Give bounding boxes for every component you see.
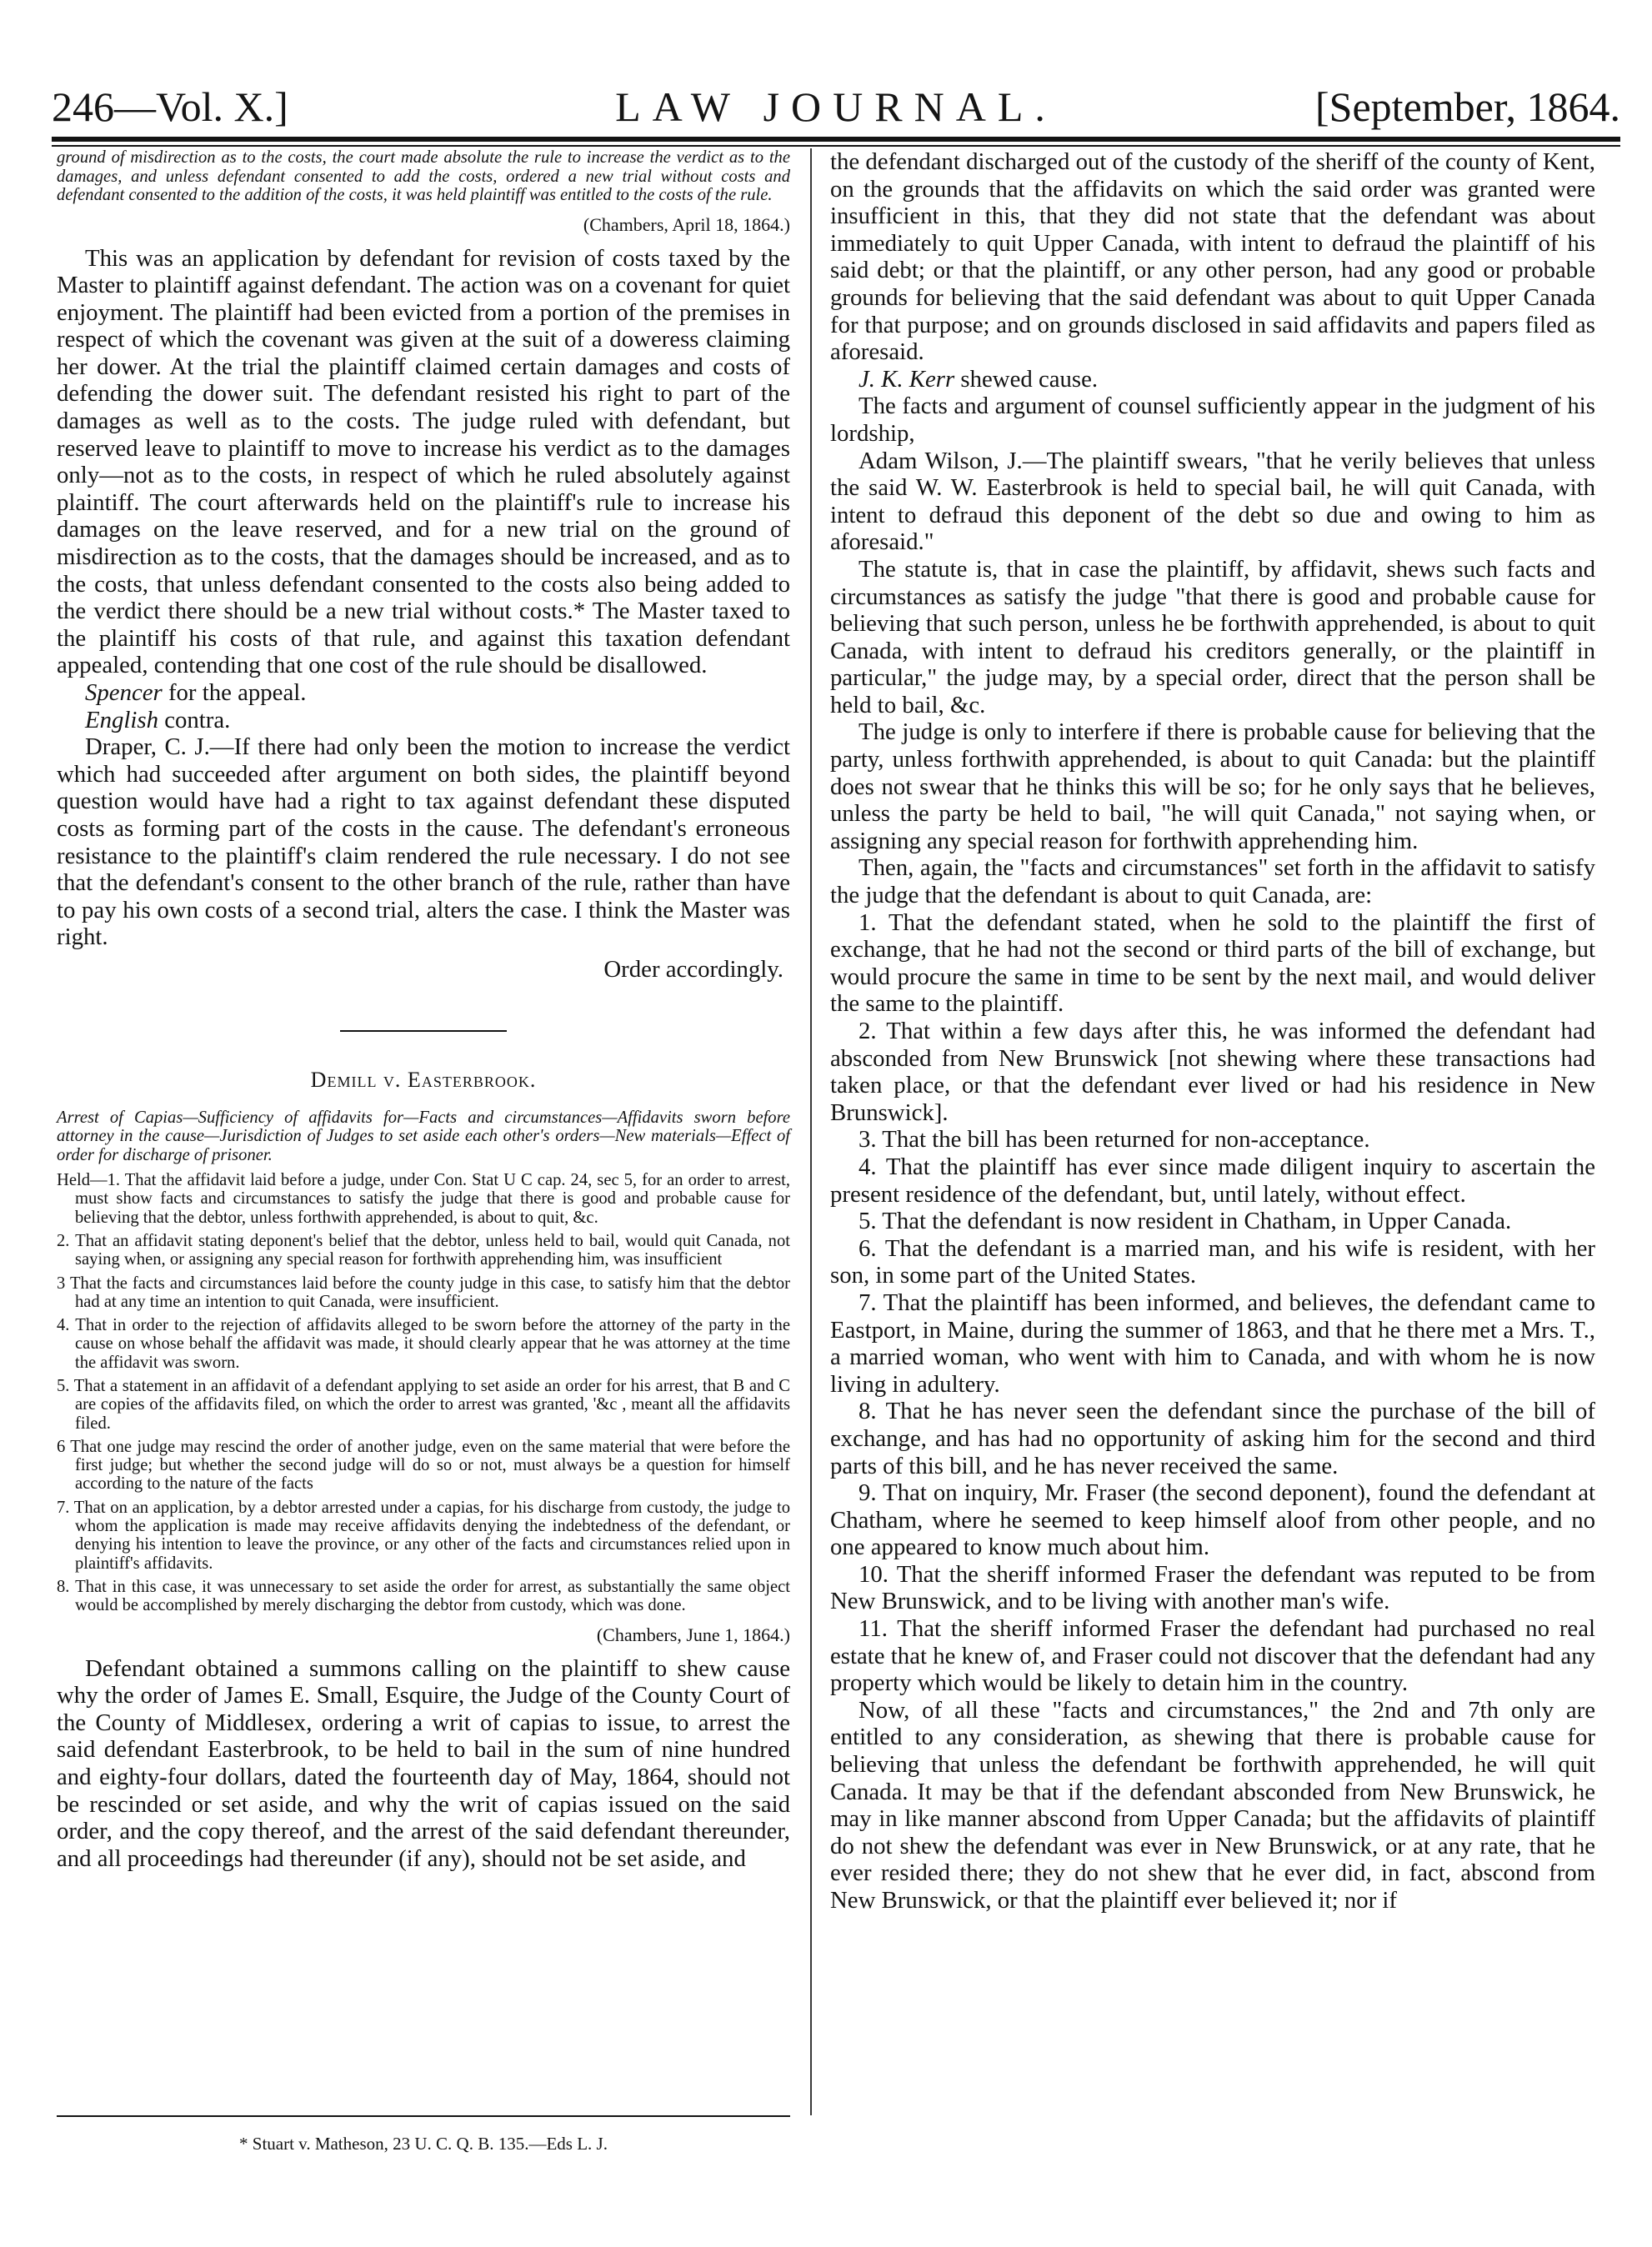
fact-item: 4. That the plaintiff has ever since made diligent inquiry to ascertain the present residence of the defendant, but, until lately, without effect. (830, 1153, 1595, 1208)
order-line: Order accordingly. (603, 955, 783, 983)
counsel-cause (830, 366, 1595, 393)
summons-continuation: the defendant discharged out of the custody of the sheriff of the county of Kent, on the grounds that the affidavits on which the said order was granted were insufficient in this, that they did not state that the defendant was about immediately to quit Upper Canada, with intent to defraud the plaintiff of his said debt; or that the plaintiff, or any other person, had any good or probable grounds for believing that the said defendant was about to quit Upper Canada for that purpose; and on grounds disclosed in said affidavits and papers filed as aforesaid. (830, 148, 1595, 366)
fact-item: 8. That he has never seen the defendant since the purchase of the bill of exchange, and has had no opportunity of asking him for the second and third parts of this bill, and he has never received the same. (830, 1398, 1595, 1479)
held-list (57, 1171, 790, 1615)
fact-item: 7. That the plaintiff has been informed, and believes, the defendant came to Eastport, in Maine, during the summer of 1863, and that he there met a Mrs. T., a married woman, who went with him to Canada, and with whom he is now living in adultery. (830, 1289, 1595, 1398)
held-item: 5. That a statement in an affidavit of a defendant applying to set aside an order for his arrest, that B and C are copies of the affidavits filed, on which the order to arrest was granted, '&c , meant all the affidavits filed. (57, 1377, 790, 1433)
fact-item: 1. That the defendant stated, when he sold to the plaintiff the first of exchange, that he had not the second or third parts of the bill of exchange, but would procure the same in time to be sent by the next mail, and would deliver the same to the plaintiff. (830, 908, 1595, 1018)
counsel-name: English (85, 706, 158, 733)
facts-list (830, 909, 1595, 1697)
column-divider (810, 148, 812, 2115)
fact-item: 3. That the bill has been returned for non-acceptance. (859, 1126, 1370, 1154)
footnote-rule (57, 2115, 790, 2117)
fact-item: 10. That the sheriff informed Fraser the defendant was reputed to be from New Brunswick, and to be living with another man's wife. (830, 1560, 1595, 1615)
held-item: Held—1. That the affidavit laid before a judge, under Con. Stat U C cap. 24, sec 5, for an order to arrest, must show facts and circumstances to satisfy the judge that there is good and probable cause for believing that the debtor, unless forthwith apprehended, is about to quit, &c. (57, 1171, 790, 1227)
counsel-appeal (57, 679, 790, 707)
statute-paragraph: The statute is, that in case the plaintiff, by affidavit, shews such facts and circumstances as satisfy the judge "that there is good and probable cause for believing that such person, unless he be forthwith apprehended, is about to quit Canada, with intent to defraud his creditors generally, or the plaintiff in particular," the judge may, by a special order, direct that the person shall be held to bail, &c. (830, 555, 1595, 718)
page-number-volume: 246—Vol. X.] (52, 83, 288, 130)
header-rule-thick (52, 137, 1620, 142)
case-separator (340, 1030, 507, 1032)
interference-paragraph: The judge is only to interfere if there is probable cause for believing that the party, unless forthwith apprehended, is about to quit Canada: but the plaintiff does not swear that he thinks this will be so; for he only says that he believes, unless the party be held to bail, "he will quit Canada," not saying when, or assigning any special reason for forthwith apprehending him. (830, 718, 1595, 854)
judgment-paragraph: Draper, C. J.—If there had only been the motion to increase the verdict which had succeeded after argument on both sides, the plaintiff beyond question would have had a right to tax against defendant these disputed costs as forming part of the costs in the cause. The defendant's erroneous resistance to the plaintiff's claim rendered the rule necessary. I do not see that the defendant's consent to the other branch of the rule, rather than have to pay his own costs of a second trial, alters the case. I think the Master was right. (57, 733, 790, 951)
right-column (830, 148, 1595, 1914)
counsel-role: for the appeal. (162, 679, 307, 706)
court-date: (Chambers, April 18, 1864.) (583, 213, 790, 235)
journal-title: LAW JOURNAL. (615, 83, 1057, 130)
page-header (52, 73, 1620, 140)
court-date: (Chambers, June 1, 1864.) (596, 1624, 790, 1645)
argument-note: The facts and argument of counsel sufficiently appear in the judgment of his lordship, (830, 393, 1595, 447)
counsel-name: Spencer (85, 679, 163, 706)
header-rule-thin (52, 145, 1620, 147)
held-item: 6 That one judge may rescind the order of another judge, even on the same material that were before the first judge; but whether the second judge will do so or not, must always be a question for himself according to the nature of the facts (57, 1437, 790, 1494)
fact-item: 2. That within a few days after this, he was informed the defendant had absconded from New Brunswick [not shewing where these transactions had taken place, or that the defendant ever lived or had his residence in New Brunswick]. (830, 1018, 1595, 1126)
left-column (57, 148, 790, 1872)
held-item: 3 That the facts and circumstances laid before the county judge in this case, to satisfy him that the debtor had at any time an intention to quit Canada, were insufficient. (57, 1274, 790, 1311)
case-title: Demill v. Easterbrook. (310, 1067, 537, 1092)
fact-item: 5. That the defendant is now resident in Chatham, in Upper Canada. (859, 1208, 1512, 1235)
counsel-role: contra. (158, 706, 231, 733)
held-item: 2. That an affidavit stating deponent's belief that the debtor, unless held to bail, would quit Canada, not saying when, or assigning any special reason for forthwith apprehending him, was insufficient (57, 1231, 790, 1269)
held-item: 8. That in this case, it was unnecessary to set aside the order for arrest, as substantially the same object would be accomplished by merely discharging the debtor from custody, which was done. (57, 1577, 790, 1615)
analysis-paragraph: Now, of all these "facts and circumstances," the 2nd and 7th only are entitled to any consideration, as shewing that there is probable cause for believing that unless the defendant be forthwith apprehended, he will quit Canada. It may be that if the defendant absconded from New Brunswick, he may in like manner abscond from Upper Canada; but the affidavits of plaintiff do not shew the defendant was ever in New Brunswick, or at any rate, that he ever resided there; they do not shew that he ever did, in fact, abscond from New Brunswick, or that the plaintiff ever believed it; nor if (830, 1696, 1595, 1914)
held-item: 4. That in order to the rejection of affidavits alleged to be sworn before the attorney of the party in the cause on whose behalf the affidavit was made, it should clearly appear that he was attorney at the time the affidavit was sworn. (57, 1316, 790, 1372)
issue-date: [September, 1864. (1315, 83, 1620, 130)
counsel-contra (57, 707, 790, 734)
counsel-name: J. K. Kerr (859, 365, 955, 393)
case-facts-paragraph: This was an application by defendant for revision of costs taxed by the Master to plaintiff against defendant. The action was on a covenant for quiet enjoyment. The plaintiff had been evicted from a portion of the premises in respect of which the covenant was given at the suit of a doweress claiming her dower. At the trial the plaintiff claimed certain damages and costs of defending the dower suit. The defendant resisted his right to part of the damages as well as to the costs. The judge ruled with defendant, but reserved leave to plaintiff to move to increase his verdict as to the damages only—not as to the costs, in respect of which he ruled absolutely against plaintiff. The court afterwards held on the plaintiff's rule to increase his damages on the leave reserved, and for a new trial on the ground of misdirection as to the costs, that the damages should be increased, and as to the costs, that unless defendant consented to the costs also being added to the verdict there should be a new trial without costs.* The Master taxed to the plaintiff his costs of that rule, and against this taxation defendant appealed, contending that one cost of the rule should be disallowed. (57, 244, 790, 679)
fact-item: 11. That the sheriff informed Fraser the defendant had purchased no real estate that he knew of, and Fraser could not discover that the defendant had any property which would be likely to detain him in the country. (830, 1615, 1595, 1697)
judgment-opening: Adam Wilson, J.—The plaintiff swears, "that he verily believes that unless the said W. W. Easterbrook is held to special bail, he will quit Canada, with intent to defraud this deponent of the debt so due and owing to him as aforesaid." (830, 447, 1595, 556)
facts-intro: Then, again, the "facts and circumstances" set forth in the affidavit to satisfy the judge that the defendant is about to quit Canada, are: (830, 854, 1595, 909)
summons-paragraph: Defendant obtained a summons calling on the plaintiff to shew cause why the order of James E. Small, Esquire, the Judge of the County Court of the County of Middlesex, ordering a writ of capias to issue, to arrest the said defendant Easterbrook, to be held to bail in the sum of nine hundred and eighty-four dollars, dated the fourteenth day of May, 1864, should not be rescinded or set aside, and why the writ of capias issued on the said order, and the copy thereof, and the arrest of the said defendant thereunder, and all proceedings had thereunder (if any), should not be set aside, and (57, 1654, 790, 1872)
held-item: 7. That on an application, by a debtor arrested under a capias, for his discharge from custody, the judge to whom the application is made may receive affidavits denying the indebtedness of the defendant, or denying his intention to leave the province, or any other of the facts and circumstances relied upon in plaintiff's affidavits. (57, 1498, 790, 1573)
headnote-tail (57, 148, 790, 205)
counsel-role: shewed cause. (954, 365, 1099, 393)
footnote: * Stuart v. Matheson, 23 U. C. Q. B. 135.—Eds L. J. (239, 2134, 608, 2154)
fact-item: 9. That on inquiry, Mr. Fraser (the second deponent), found the defendant at Chatham, where he seemed to keep himself aloof from other people, and no one appeared to know much about him. (830, 1479, 1595, 1561)
fact-item: 6. That the defendant is a married man, and his wife is resident, with her son, in some part of the United States. (830, 1234, 1595, 1289)
case-syllabus: Arrest of Capias—Sufficiency of affidavits for—Facts and circumstances—Affidavits sworn before attorney in the cause—Jurisdiction of Judges to set aside each other's orders—New materials—Effect of order for discharge of prisoner. (57, 1108, 790, 1164)
headnote-text: ground of misdirection as to the costs, the court made absolute the rule to increase the verdict as to the damages, and unless defendant consented to add the costs, ordered a new trial without costs and defendant consented to the addition of the costs, it was held plaintiff was entitled to the costs of the rule. (57, 148, 790, 204)
